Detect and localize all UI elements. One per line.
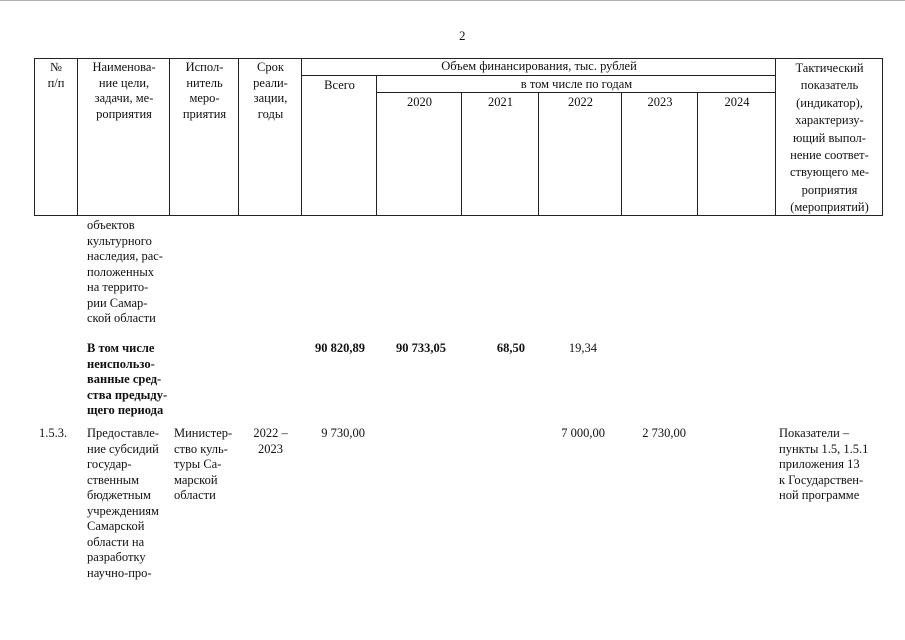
item-term: 2022 – 2023 <box>253 426 288 456</box>
unused-funds-2022: 19,34 <box>568 341 597 355</box>
item-2023: 2 730,00 <box>642 426 686 440</box>
header-year-2023: 2023 <box>647 95 673 109</box>
header-year-2020-box <box>377 93 462 216</box>
page-top-border <box>0 0 905 1</box>
header-year-2024: 2024 <box>724 95 750 109</box>
header-total-box <box>302 76 377 216</box>
header-year-2024-box <box>698 93 776 216</box>
unused-funds-name: В том числе неиспользо- ванные сред- ства предыду- щего периода <box>87 341 168 417</box>
header-col-by-year: в том числе по годам <box>520 77 633 91</box>
unused-funds-2021: 68,50 <box>496 341 525 355</box>
continuation-row-name: объектов культурного наследия, рас- положенных на террито- рии Самар- ской области <box>87 218 163 325</box>
unused-funds-2020: 90 733,05 <box>396 341 446 355</box>
header-year-2022: 2022 <box>568 95 593 109</box>
header-year-2022-box <box>539 93 622 216</box>
item-2022: 7 000,00 <box>561 426 605 440</box>
item-indicator: Показатели – пункты 1.5, 1.5.1 приложения 13 к Государствен- ной программе <box>779 426 869 502</box>
header-year-2023-box <box>622 93 698 216</box>
header-col-executor: Испол- нитель меро- приятия <box>182 60 227 121</box>
header-year-2021-box <box>462 93 539 216</box>
header-col-name: Наименова- ние цели, задачи, ме- роприятия <box>92 60 156 121</box>
item-name: Предоставле- ние субсидий государ- ственным бюджетным учреждениям Самарской области на разработку научно-про- <box>87 426 159 580</box>
page-number: 2 <box>459 28 466 43</box>
header-col-num: № п/п <box>47 60 65 90</box>
item-number: 1.5.3. <box>39 426 68 440</box>
header-col-funding: Объем финансирования, тыс. рублей <box>441 59 637 73</box>
header-year-2020: 2020 <box>407 95 432 109</box>
header-col-term: Срок реали- зации, годы <box>253 60 288 121</box>
item-total: 9 730,00 <box>321 426 365 440</box>
header-year-2021: 2021 <box>488 95 513 109</box>
header-col-total: Всего <box>324 78 355 92</box>
unused-funds-total: 90 820,89 <box>315 341 365 355</box>
header-col-indicator: Тактический показатель (индикатор), характеризу- ющий выпол- нение соответ- ствующего ме- роприятия (мероприятий) <box>789 61 870 215</box>
item-executor: Министер- ство куль- туры Са- марской области <box>174 426 233 502</box>
